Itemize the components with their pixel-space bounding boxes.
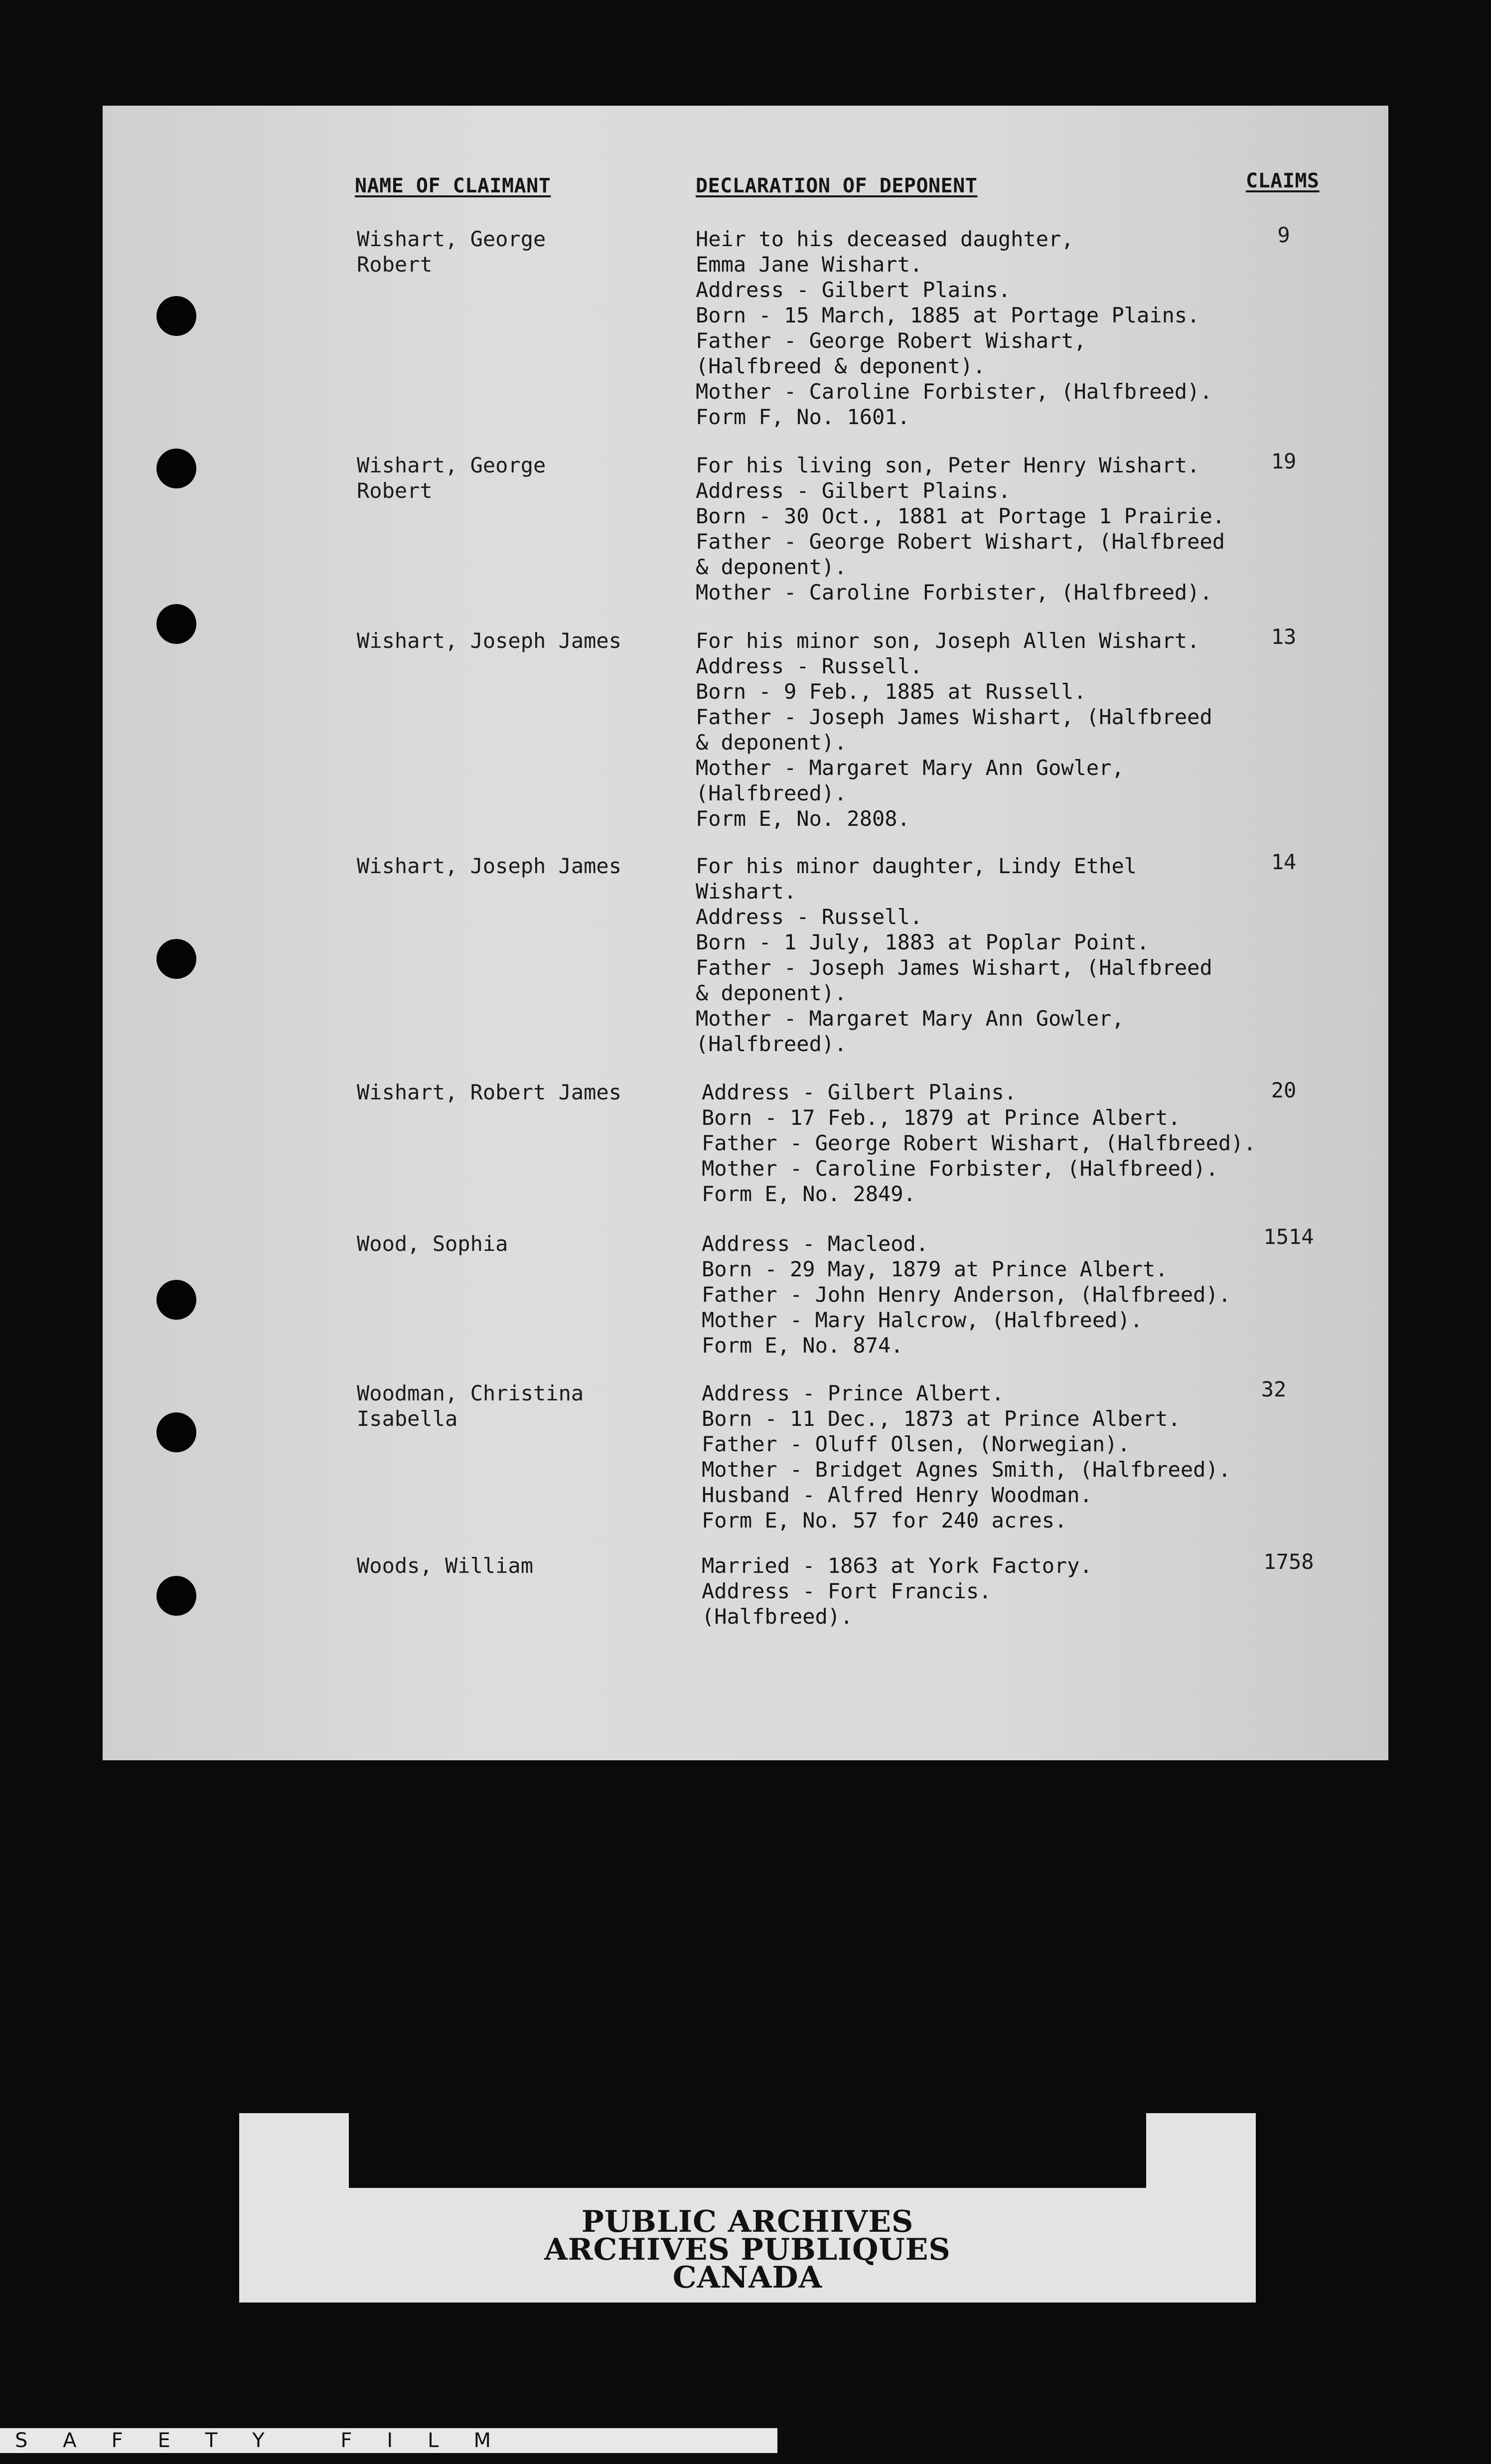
declaration-line: Address - Gilbert Plains. <box>696 478 1011 503</box>
declaration-line: Married - 1863 at York Factory. <box>702 1553 1092 1578</box>
stamp-text <box>239 2204 1256 2295</box>
declaration-line: Address - Prince Albert. <box>702 1381 1004 1405</box>
declaration-line: (Halfbreed). <box>696 1032 847 1056</box>
declaration-line: Heir to his deceased daughter, <box>696 227 1074 251</box>
binder-hole <box>156 449 196 488</box>
declaration-line: Born - 9 Feb., 1885 at Russell. <box>696 679 1086 704</box>
claimant-name: Wishart, Joseph James <box>357 854 622 878</box>
declaration-line: Form E, No. 2808. <box>696 806 910 831</box>
declaration-line: Address - Russell. <box>696 905 923 929</box>
declaration-line: & deponent). <box>696 981 847 1005</box>
declaration-line: Mother - Mary Halcrow, (Halfbreed). <box>702 1308 1143 1332</box>
claim-number: 20 <box>1271 1078 1297 1102</box>
declaration-line: For his minor daughter, Lindy Ethel <box>696 854 1137 878</box>
declaration-line: Born - 1 July, 1883 at Poplar Point. <box>696 930 1150 954</box>
claim-number: 14 <box>1271 850 1297 874</box>
declaration-line: (Halfbreed & deponent). <box>696 354 986 378</box>
binder-hole <box>156 1280 196 1320</box>
binder-hole <box>156 296 196 336</box>
declaration-line: Address - Gilbert Plains. <box>696 278 1011 302</box>
declaration-line: Father - Oluff Olsen, (Norwegian). <box>702 1432 1130 1456</box>
stamp-line-archives-publiques: ARCHIVES PUBLIQUES <box>544 2232 951 2267</box>
declaration-line: Address - Macleod. <box>702 1232 929 1256</box>
declaration-text <box>696 853 1284 1057</box>
claimant-name: Wishart, Joseph James <box>357 628 622 653</box>
declaration-text <box>702 1381 1290 1533</box>
declaration-line: Address - Russell. <box>696 654 923 678</box>
declaration-line: Mother - Caroline Forbister, (Halfbreed). <box>696 379 1212 404</box>
declaration-line: Father - George Robert Wishart, (Halfbreed). <box>702 1131 1256 1155</box>
declaration-line: Born - 29 May, 1879 at Prince Albert. <box>702 1257 1168 1281</box>
declaration-line: Father - George Robert Wishart, (Halfbreed <box>696 529 1225 554</box>
declaration-line: Form E, No. 2849. <box>702 1182 916 1206</box>
claimant-name: Wishart, George Robert <box>357 227 546 277</box>
archives-stamp <box>239 2113 1256 2303</box>
declaration-line: Mother - Caroline Forbister, (Halfbreed). <box>702 1156 1218 1181</box>
stamp-line-public-archives: PUBLIC ARCHIVES <box>581 2204 914 2239</box>
claim-number: 13 <box>1271 624 1297 649</box>
declaration-line: Mother - Bridget Agnes Smith, (Halfbreed). <box>702 1457 1231 1482</box>
declaration-line: Mother - Margaret Mary Ann Gowler, <box>696 756 1124 780</box>
claim-number: 32 <box>1261 1377 1287 1401</box>
claimant-name: Woodman, Christina Isabella <box>357 1381 584 1431</box>
declaration-line: & deponent). <box>696 555 847 579</box>
declaration-line: Form E, No. 57 for 240 acres. <box>702 1508 1067 1533</box>
declaration-line: Mother - Caroline Forbister, (Halfbreed). <box>696 580 1212 605</box>
declaration-line: Father - Joseph James Wishart, (Halfbreed <box>696 705 1212 729</box>
claimant-name: Wishart, George Robert <box>357 453 546 503</box>
header-claims: CLAIMS <box>1246 169 1320 192</box>
declaration-line: Form F, No. 1601. <box>696 405 910 429</box>
declaration-line: Born - 17 Feb., 1879 at Prince Albert. <box>702 1105 1181 1130</box>
declaration-line: (Halfbreed). <box>696 781 847 805</box>
declaration-text <box>702 1079 1290 1207</box>
declaration-line: Father - Joseph James Wishart, (Halfbreed <box>696 955 1212 980</box>
binder-hole <box>156 1576 196 1616</box>
declaration-text <box>696 226 1284 430</box>
declaration-line: Emma Jane Wishart. <box>696 252 923 277</box>
claimant-name: Woods, William <box>357 1553 534 1578</box>
declaration-line: & deponent). <box>696 730 847 755</box>
film-edge-marking: SAFETY FILM <box>0 2428 777 2453</box>
declaration-line: Form E, No. 874. <box>702 1333 903 1358</box>
declaration-line: Born - 30 Oct., 1881 at Portage 1 Prairie. <box>696 504 1225 528</box>
declaration-line: Father - George Robert Wishart, <box>696 328 1086 353</box>
binder-hole <box>156 1412 196 1452</box>
declaration-line: Address - Fort Francis. <box>702 1579 992 1603</box>
claim-number: 9 <box>1277 223 1290 247</box>
declaration-line: For his living son, Peter Henry Wishart. <box>696 453 1200 477</box>
declaration-text <box>702 1231 1290 1358</box>
binder-hole <box>156 604 196 644</box>
declaration-text <box>702 1553 1290 1629</box>
declaration-line: Born - 11 Dec., 1873 at Prince Albert. <box>702 1406 1181 1431</box>
claim-number: 19 <box>1271 449 1297 473</box>
claim-number: 1758 <box>1263 1549 1314 1574</box>
declaration-line: Address - Gilbert Plains. <box>702 1080 1017 1104</box>
declaration-text <box>696 628 1284 831</box>
claimant-name: Wishart, Robert James <box>357 1080 622 1104</box>
claim-number: 1514 <box>1263 1225 1314 1249</box>
declaration-line: (Halfbreed). <box>702 1604 853 1629</box>
stamp-line-canada: CANADA <box>672 2260 823 2295</box>
header-name-of-claimant: NAME OF CLAIMANT <box>355 174 551 197</box>
declaration-text <box>696 453 1284 605</box>
declaration-line: For his minor son, Joseph Allen Wishart. <box>696 628 1200 653</box>
declaration-line: Wishart. <box>696 879 797 904</box>
declaration-line: Mother - Margaret Mary Ann Gowler, <box>696 1006 1124 1031</box>
claimant-name: Wood, Sophia <box>357 1232 508 1256</box>
declaration-line: Husband - Alfred Henry Woodman. <box>702 1483 1092 1507</box>
declaration-line: Born - 15 March, 1885 at Portage Plains. <box>696 303 1200 327</box>
stamp-notch <box>349 2113 1146 2188</box>
header-declaration-of-deponent: DECLARATION OF DEPONENT <box>696 174 978 197</box>
document-page <box>103 106 1388 1760</box>
declaration-line: Father - John Henry Anderson, (Halfbreed). <box>702 1282 1231 1307</box>
binder-hole <box>156 939 196 979</box>
